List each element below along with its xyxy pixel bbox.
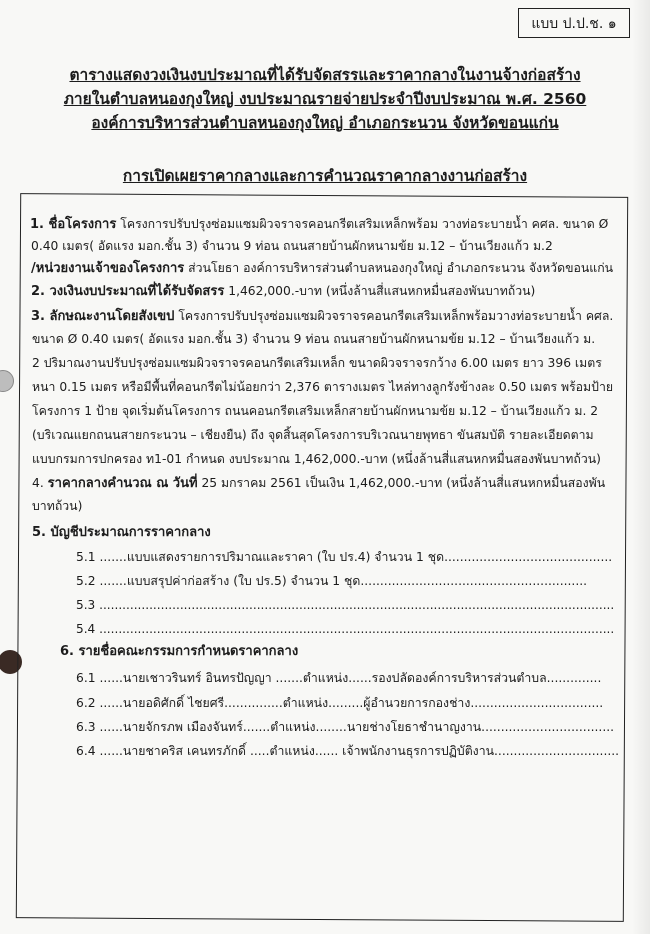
section-title: การเปิดเผยราคากลางและการคำนวณราคากลางงานก่อสร้าง xyxy=(122,167,528,185)
item6-row xyxy=(76,670,601,686)
item1-line xyxy=(30,216,608,233)
item4-text: 25 มกราคม 2561 เป็นเงิน 1,462,000.-บาท (หนึ่งล้านสี่แสนหกหมื่นสองพัน xyxy=(201,476,606,490)
title-line-1: ตารางแสดงวงเงินงบประมาณที่ได้รับจัดสรรและราคากลางในงานจ้างก่อสร้าง xyxy=(69,66,581,84)
item6-row-number: 6.4 xyxy=(76,744,96,758)
item5-row-text: ...................................................................................................................................... xyxy=(99,598,615,612)
agency-line xyxy=(31,260,613,277)
item3-detail-line: (บริเวณแยกถนนสายกระนวน – เชียงยืน) ถึง จุดสิ้นสุดโครงการบริเวณนายพุทธา ขันสมบัติ รายละเอียดตาม xyxy=(32,428,594,442)
item4-line xyxy=(32,475,605,492)
title-line-2: ภายในตำบลหนองกุงใหญ่ งบประมาณรายจ่ายประจำปีงบประมาณ พ.ศ. 2560 xyxy=(63,90,587,108)
item6-row-number: 6.3 xyxy=(76,720,96,734)
item2-line xyxy=(31,283,535,300)
item3-detail-line: 2 ปริมาณงานปรับปรุงซ่อมแซมผิวจราจรคอนกรีตเสริมเหล็ก ขนาดผิวจราจรกว้าง 6.00 เมตร ยาว 396 เมตร xyxy=(32,356,602,370)
item5-label: 5. บัญชีประมาณการราคากลาง xyxy=(32,525,211,540)
item1-cont: 0.40 เมตร( อัดแรง มอก.ชั้น 3) จำนวน 9 ท่อน ถนนสายบ้านผักหนามข้ย ม.12 – บ้านเวียงแก้ว ม.2 xyxy=(31,239,553,253)
item6-row-number: 6.1 xyxy=(76,671,96,685)
item6-heading xyxy=(60,643,298,660)
item3-text: โครงการปรับปรุงซ่อมแซมผิวจราจรคอนกรีตเสริมเหล็กพร้อมวางท่อระบายน้ำ คศล. xyxy=(178,309,614,323)
form-code-box: แบบ ป.ป.ช. ๑ xyxy=(518,8,630,38)
item5-row xyxy=(76,549,612,565)
item5-row xyxy=(76,597,614,613)
page-edge-shadow xyxy=(632,0,650,934)
item5-row xyxy=(76,621,614,637)
item2-text: 1,462,000.-บาท (หนึ่งล้านสี่แสนหกหมื่นสองพันบาทถ้วน) xyxy=(228,284,536,298)
item6-row xyxy=(76,719,614,735)
item5-row-number: 5.1 xyxy=(76,550,96,564)
item3-detail-line: โครงการ 1 ป้าย จุดเริ่มต้นโครงการ ถนนคอนกรีตเสริมเหล็กสายบ้านผักหนามข้ย ม.12 – บ้านเวียงแก้ว ม. 2 xyxy=(32,404,599,418)
item6-label: 6. รายชื่อคณะกรรมการกำหนดราคากลาง xyxy=(60,644,299,659)
item4-cont: บาทถ้วน) xyxy=(32,499,83,513)
item3-line xyxy=(31,308,613,325)
item6-row xyxy=(76,695,603,711)
item3-detail-line: หนา 0.15 เมตร หรือมีพื้นที่คอนกรีตไม่น้อยกว่า 2,376 ตารางเมตร ไหล่ทางลูกรังข้างละ 0.50 เมตร พร้อมป้าย xyxy=(32,380,614,394)
punch-hole-top xyxy=(0,370,14,392)
agency-text: ส่วนโยธา องค์การบริหารส่วนตำบลหนองกุงใหญ่ อำเภอกระนวน จังหวัดขอนแก่น xyxy=(188,261,614,275)
item4-label: ราคากลางคำนวณ ณ วันที่ xyxy=(47,476,198,491)
title-line-3: องค์การบริหารส่วนตำบลหนองกุงใหญ่ อำเภอกระนวน จังหวัดขอนแก่น xyxy=(91,114,559,132)
item1-label: 1. ชื่อโครงการ xyxy=(30,217,117,232)
item3-detail-line: ขนาด Ø 0.40 เมตร( อัดแรง มอก.ชั้น 3) จำนวน 9 ท่อน ถนนสายบ้านผักหนามข้ย ม.12 – บ้านเวียงแก้ว ม. xyxy=(32,332,596,346)
item4-number: 4. xyxy=(32,476,44,490)
item6-row-text: ......นายเชาวรินทร์ อินทรปัญญา .......ตำแหน่ง......รองปลัดองค์การบริหารส่วนตำบล.............. xyxy=(99,671,602,685)
item5-row-text: .......แบบแสดงรายการปริมาณและราคา (ใบ ปร.4) จำนวน 1 ชุด........................................... xyxy=(99,550,613,564)
item6-row-text: ......นายชาคริส เคนทรภักดิ์ .....ตำแหน่ง...... เจ้าพนักงานธุรการปฏิบัติงาน................................ xyxy=(99,744,620,758)
item6-row-number: 6.2 xyxy=(76,696,96,710)
item3-detail-line: แบบกรมการปกครอง ท1-01 กำหนด งบประมาณ 1,462,000.-บาท (หนึ่งล้านสี่แสนหกหมื่นสองพันบาทถ้วน) xyxy=(32,452,601,466)
item5-row-number: 5.3 xyxy=(76,598,96,612)
item6-row-text: ......นายจักรภพ เมืองจันทร์.......ตำแหน่ง........นายช่างโยธาชำนาญงาน.................................. xyxy=(99,720,615,734)
item5-row-number: 5.2 xyxy=(76,574,96,588)
item2-label: 2. วงเงินงบประมาณที่ได้รับจัดสรร xyxy=(31,284,225,299)
item3-label: 3. ลักษณะงานโดยสังเขป xyxy=(31,309,175,324)
item5-row-text: .......แบบสรุปค่าก่อสร้าง (ใบ ปร.5) จำนวน 1 ชุด.......................................................... xyxy=(99,574,588,588)
agency-label: /หน่วยงานเจ้าของโครงการ xyxy=(31,261,185,276)
item6-row-text: ......นายอดิศักดิ์ ไชยศรี...............ตำแหน่ง.........ผู้อำนวยการกองช่าง.................................. xyxy=(99,696,604,710)
item5-row-text: ...................................................................................................................................... xyxy=(99,622,615,636)
item5-row-number: 5.4 xyxy=(76,622,96,636)
item6-row xyxy=(76,743,619,759)
item5-heading xyxy=(32,524,211,541)
item5-row xyxy=(76,573,587,589)
item1-text: โครงการปรับปรุงซ่อมแซมผิวจราจรคอนกรีตเสริมเหล็กพร้อม วางท่อระบายน้ำ คศล. ขนาด Ø xyxy=(120,217,609,231)
